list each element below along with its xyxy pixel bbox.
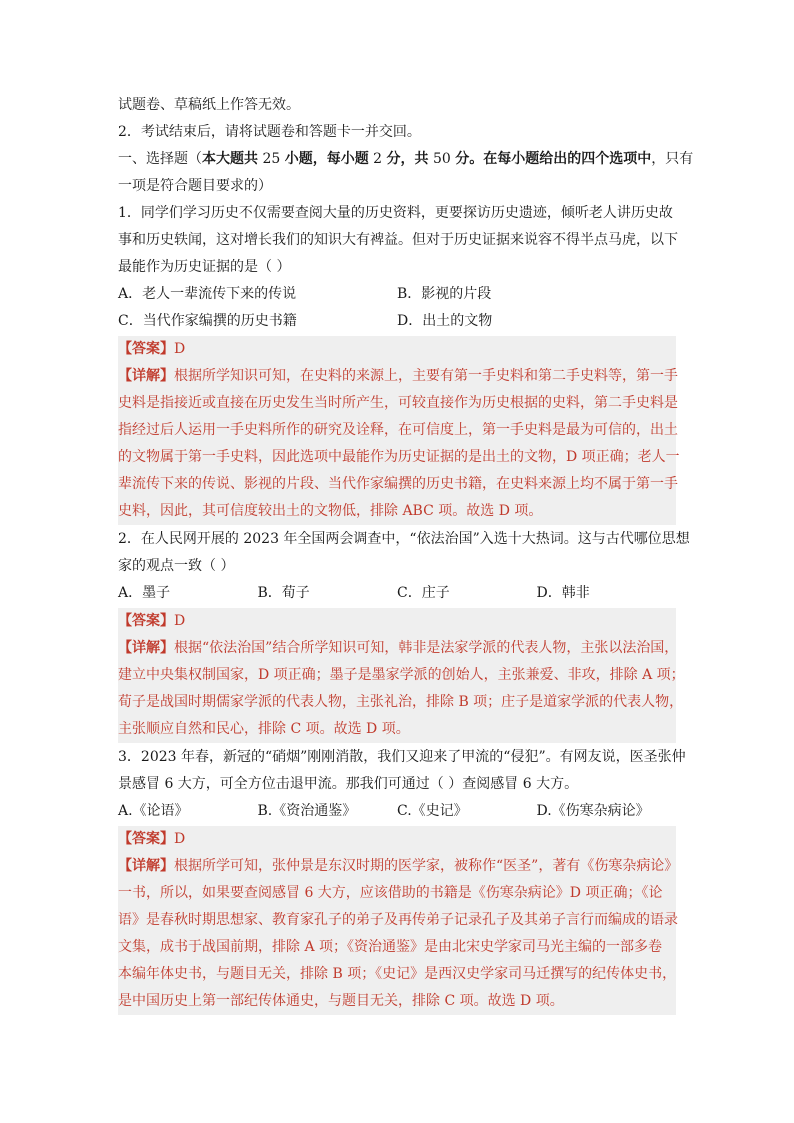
q2-answer [118,608,676,635]
q2-option-a: A．墨子 [118,585,171,601]
question-3 [118,744,686,1015]
q3-detail-line: 本编年体史书，与题目无关，排除 B 项；《史记》是西汉史学家司马迁撰写的纪传体史书， [118,966,677,982]
intro-line-2: 2．考试结束后，请将试题卷和答题卡一并交回。 [118,124,421,140]
section-suffix: ，只有 [651,151,694,167]
q2-stem-line: 家的观点一致（ ） [118,558,235,574]
q1-options-row-2 [118,308,676,335]
q2-option-b: B．荀子 [257,585,310,601]
q3-detail-line: 一书，所以，如果要查阅感冒 6 大方，应该借助的书籍是《伤寒杂病论》D 项正确；《论 [118,885,663,901]
q3-answer-block [118,826,679,1015]
q1-detail-line: 指经过后人运用一手史料所作的研究及诠释，在可信度上，第一手史料是最为可信的，出土 [118,422,678,438]
detail-text: 根据“依法治国”结合所学知识可知，韩非是法家学派的代表人物，主张以法治国， [174,640,679,656]
q2-detail-line: 建立中央集权制国家，D 项正确；墨子是墨家学派的创始人，主张兼爱、非攻，排除 A 项； [118,667,685,683]
section-bold-2: 小题，每小题 [284,151,369,167]
q3-answer [118,826,676,853]
q2-option-d: D．韩非 [536,585,590,601]
q1-option-c: C．当代作家编撰的历史书籍 [118,313,297,329]
q3-options-row [118,798,676,825]
question-2 [118,526,690,743]
section-bold-4: 分。在每小题给出的四个选项中 [455,151,652,167]
section-num-1: 25 [258,151,285,167]
section-heading-line-2: 一项是符合题目要求的） [118,178,272,194]
intro-line-1: 试题卷、草稿纸上作答无效。 [118,97,300,113]
detail-text: 根据所学知识可知，在史料的来源上，主要有第一手史料和第二手史料等，第一手 [174,368,678,384]
q1-detail-line: 辈流传下来的传说、影视的片段、当代作家编撰的历史书籍，在史料来源上均不属于第一手 [118,476,678,492]
q1-stem-line: 1．同学们学习历史不仅需要查阅大量的历史资料，更要探访历史遗迹，倾听老人讲历史故 [118,205,673,221]
answer-tag: 【答案】 [118,341,174,357]
section-prefix: 一、选择题（ [118,151,202,167]
q3-stem-line: 3．2023 年春，新冠的“硝烟”刚刚消散，我们又迎来了甲流的“侵犯”。有网友说，医圣张仲 [118,749,686,765]
answer-value: D [174,613,186,629]
q3-detail-line: 文集，成书于战国前期，排除 A 项；《资治通鉴》是由北宋史学家司马光主编的一部多卷 [118,939,663,955]
q2-answer-block [118,608,685,743]
q1-detail-line [118,363,676,390]
q1-option-b: B．影视的片段 [397,286,492,302]
detail-tag: 【详解】 [118,368,174,384]
q3-option-d: D.《伤寒杂病论》 [536,803,650,819]
q3-option-c: C.《史记》 [397,803,468,819]
q1-answer-block [118,336,680,525]
answer-tag: 【答案】 [118,831,174,847]
section-bold-1: 本大题共 [202,151,258,167]
question-1 [118,200,680,525]
q1-stem-line: 最能作为历史证据的是（ ） [118,259,291,275]
detail-tag: 【详解】 [118,640,174,656]
q1-detail-line: 史料，因此，其可信度较出土的文物低，排除 ABC 项。故选 D 项。 [118,503,543,519]
exam-page [118,92,694,1016]
q3-option-b: B.《资治通鉴》 [257,803,357,819]
answer-tag: 【答案】 [118,613,174,629]
q1-answer [118,336,676,363]
answer-value: D [174,831,186,847]
q3-detail-line: 是中国历史上第一部纪传体通史，与题目无关，排除 C 项。故选 D 项。 [118,993,564,1009]
q1-detail-line: 史料是指接近或直接在历史发生当时所产生，可较直接作为历史根据的史料，第二手史料是 [118,395,678,411]
q1-stem-line: 事和历史轶闻，这对增长我们的知识大有裨益。但对于历史证据来说容不得半点马虎，以下 [118,232,678,248]
q3-detail-line: 语》是春秋时期思想家、教育家孔子的弟子及再传弟子记录孔子及其弟子言行而编成的语录 [118,912,678,928]
q2-detail-line: 荀子是战国时期儒家学派的代表人物，主张礼治，排除 B 项；庄子是道家学派的代表人物， [118,694,684,710]
q2-stem-line: 2．在人民网开展的 2023 年全国两会调查中，“依法治国”入选十大热词。这与古代哪位思想 [118,531,690,547]
detail-tag: 【详解】 [118,858,174,874]
q1-option-a: A．老人一辈流传下来的传说 [118,286,297,302]
q2-options-row [118,580,676,607]
section-num-2: 2 [368,151,387,167]
q3-stem-line: 景感冒 6 大方，可全方位击退甲流。那我们可通过（ ）查阅感冒 6 大方。 [118,776,579,792]
q2-detail-line: 主张顺应自然和民心，排除 C 项。故选 D 项。 [118,721,410,737]
section-heading [118,146,694,173]
q3-option-a: A.《论语》 [118,803,189,819]
q2-detail-line [118,635,679,662]
q1-options-row-1 [118,281,676,308]
q1-detail-line: 的文物属于第一手史料，因此选项中最能作为历史证据的是出土的文物，D 项正确；老人一 [118,449,680,465]
section-num-3: 50 [428,151,456,167]
answer-value: D [174,341,186,357]
q3-detail-line [118,853,679,880]
q2-option-c: C．庄子 [397,585,450,601]
q1-option-d: D．出土的文物 [397,313,493,329]
section-bold-3: 分，共 [386,151,429,167]
detail-text: 根据所学可知，张仲景是东汉时期的医学家，被称作“医圣”，著有《伤寒杂病论》 [174,858,679,874]
